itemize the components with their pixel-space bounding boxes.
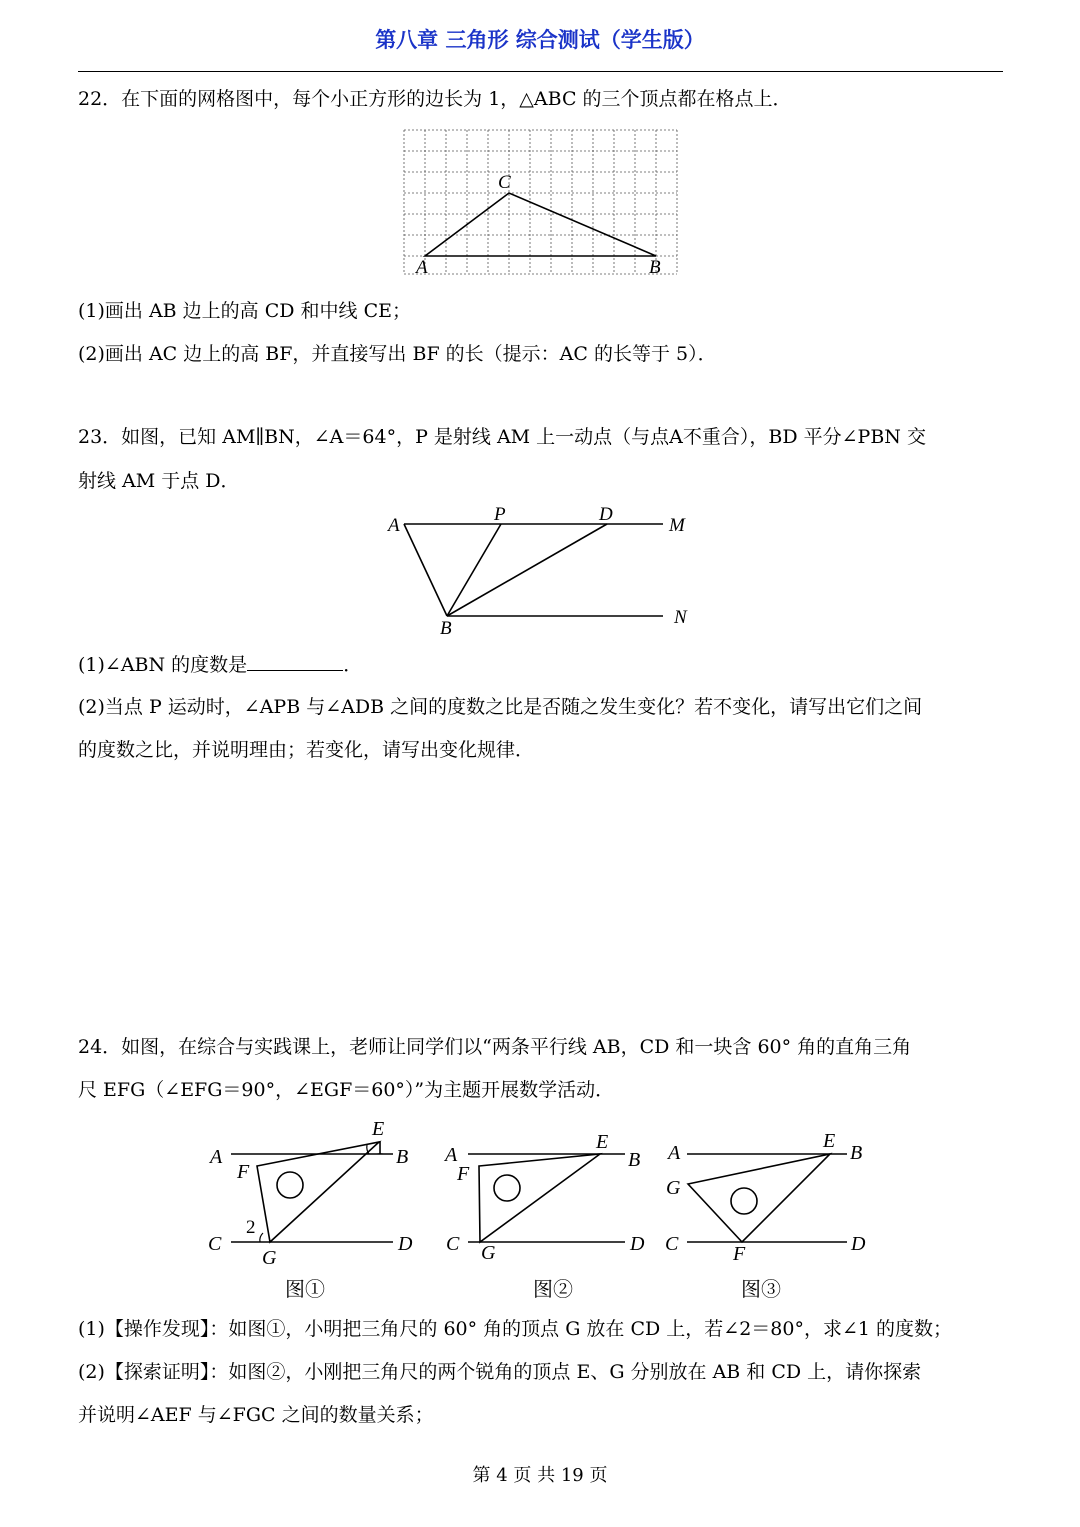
label-a: A <box>210 1146 223 1168</box>
label-a: A <box>388 515 400 536</box>
label-b: B <box>649 257 661 278</box>
label-f: F <box>733 1243 746 1265</box>
label-d: D <box>599 504 613 525</box>
figure-1 <box>208 1118 413 1301</box>
label-b: B <box>850 1142 863 1164</box>
answer-blank[interactable] <box>247 650 343 671</box>
ruler-hole <box>731 1188 757 1214</box>
ruler-hole <box>494 1175 520 1201</box>
header-rule <box>78 71 1003 72</box>
label-e: E <box>823 1130 836 1152</box>
caption-figure-2: 图② <box>533 1279 573 1301</box>
q24-stem-line1: 24．如图，在综合与实践课上，老师让同学们以“两条平行线 AB，CD 和一块含 60° 角的直角三角 <box>78 1036 912 1058</box>
caption-figure-3: 图③ <box>741 1279 781 1301</box>
q23-figure <box>380 498 700 642</box>
q23-part1-end: ． <box>343 654 363 676</box>
page-footer: 第 4 页 共 19 页 <box>472 1465 608 1486</box>
triangle-abc <box>425 193 656 256</box>
q22-grid-figure <box>400 126 682 278</box>
page-header-title: 第八章 三角形 综合测试（学生版） <box>375 28 705 52</box>
q22-stem: 22．在下面的网格图中，每个小正方形的边长为 1，△ABC 的三个顶点都在格点上． <box>78 88 792 110</box>
q22-part1: (1)画出 AB 边上的高 CD 和中线 CE； <box>78 300 411 322</box>
figure-3 <box>665 1130 866 1301</box>
label-g: G <box>666 1177 681 1199</box>
triangle-efg <box>688 1154 830 1242</box>
label-f: F <box>457 1163 470 1185</box>
label-e: E <box>596 1131 609 1153</box>
label-f: F <box>237 1161 250 1183</box>
label-c: C <box>498 172 511 193</box>
q24-stem-line2: 尺 EFG（∠EFG＝90°，∠EGF＝60°）”为主题开展数学活动． <box>78 1079 615 1101</box>
q24-part1: (1)【操作发现】：如图①，小明把三角尺的 60° 角的顶点 G 放在 CD 上，若∠2＝80°，求∠1 的度数； <box>78 1318 953 1340</box>
label-c: C <box>665 1233 679 1255</box>
segment-pb <box>447 524 501 616</box>
q23-part1-text: (1)∠ABN 的度数是 <box>78 654 248 676</box>
label-a: A <box>668 1142 681 1164</box>
label-b: B <box>628 1149 641 1171</box>
q23-stem-line2: 射线 AM 于点 D． <box>78 470 240 492</box>
angle-2-arc <box>260 1233 263 1242</box>
label-n: N <box>674 607 687 628</box>
segment-ab <box>404 524 447 616</box>
triangle-efg <box>257 1142 379 1242</box>
label-a: A <box>445 1144 458 1166</box>
grid-lines <box>404 130 677 274</box>
caption-figure-1: 图① <box>285 1279 325 1301</box>
q23-stem-line1: 23．如图，已知 AM∥BN，∠A＝64°，P 是射线 AM 上一动点（与点A不重合），BD 平分∠PBN 交 <box>78 426 926 448</box>
q22-part2: (2)画出 AC 边上的高 BF，并直接写出 BF 的长（提示：AC 的长等于 5）． <box>78 343 717 365</box>
label-a: A <box>416 257 428 278</box>
label-c: C <box>446 1233 460 1255</box>
triangle-efg <box>479 1154 600 1242</box>
ruler-hole <box>277 1172 303 1198</box>
q24-part2-line1: (2)【探索证明】：如图②，小刚把三角尺的两个锐角的顶点 E、G 分别放在 AB 和 CD 上，请你探索 <box>78 1361 922 1383</box>
q24-part2-line2: 并说明∠AEF 与∠FGC 之间的数量关系； <box>78 1404 434 1426</box>
q23-part2-line2: 的度数之比，并说明理由；若变化，请写出变化规律． <box>78 739 535 761</box>
label-c: C <box>208 1233 222 1255</box>
label-g: G <box>481 1242 496 1264</box>
label-p: P <box>494 504 506 525</box>
label-m: M <box>669 515 685 536</box>
label-d: D <box>398 1233 413 1255</box>
label-g: G <box>262 1247 277 1269</box>
segment-db <box>447 524 607 616</box>
figure-2 <box>443 1131 645 1301</box>
q23-part1 <box>78 650 362 680</box>
q24-figures <box>200 1110 880 1310</box>
label-b: B <box>396 1146 409 1168</box>
q23-part2-line1: (2)当点 P 运动时，∠APB 与∠ADB 之间的度数之比是否随之发生变化？若不变化，请写出它们之间 <box>78 696 923 718</box>
label-b: B <box>440 618 452 639</box>
label-d: D <box>630 1233 645 1255</box>
label-angle-1: 1 <box>375 1138 385 1159</box>
label-d: D <box>851 1233 866 1255</box>
label-angle-2: 2 <box>246 1217 256 1238</box>
label-e: E <box>372 1118 385 1140</box>
